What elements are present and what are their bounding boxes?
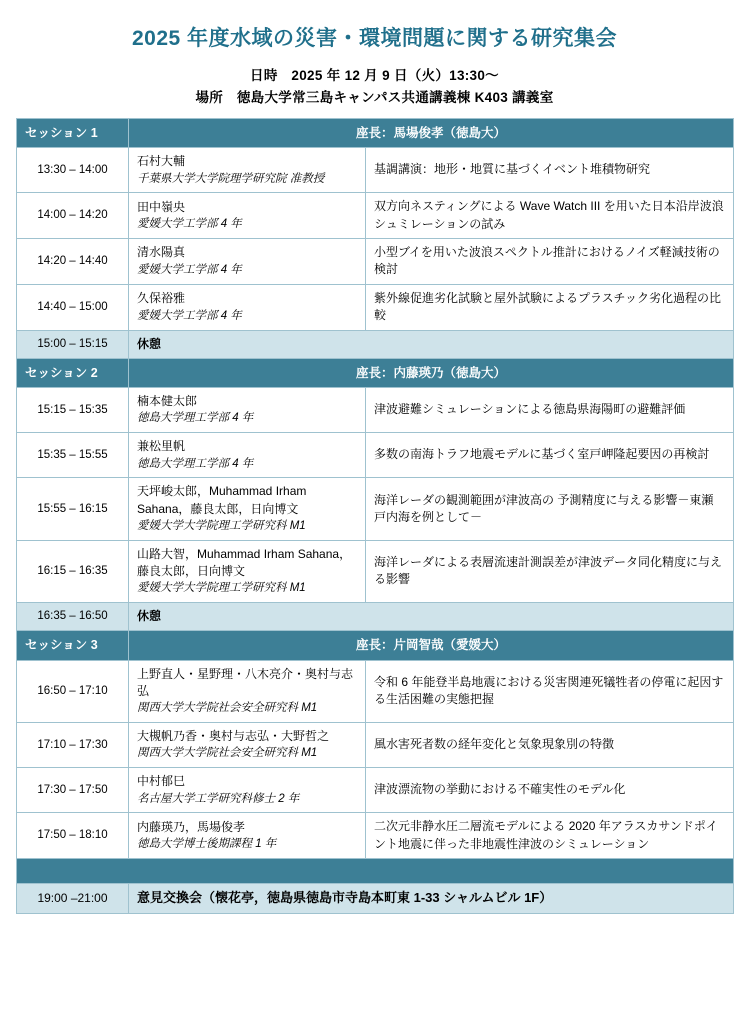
- session-label: セッション 3: [17, 631, 129, 660]
- talk-presenter: [129, 723, 366, 768]
- presenter-name: 兼松里帆: [137, 439, 186, 454]
- presenter-affiliation: 徳島大学博士後期課程 1 年: [137, 837, 277, 850]
- talk-presenter: [129, 193, 366, 239]
- talk-title: 津波避難シミュレーションによる徳島県海陽町の避難評価: [366, 388, 734, 433]
- presenter-name: 内藤瑛乃，馬場俊孝: [137, 819, 246, 834]
- talk-presenter: [129, 238, 366, 284]
- talk-row: [17, 768, 734, 813]
- talk-time: 17:30 – 17:50: [17, 768, 129, 813]
- talk-title: 基調講演：地形・地質に基づくイベント堆積物研究: [366, 148, 734, 193]
- talk-presenter: [129, 660, 366, 722]
- session-chair: 座長：片岡智哉（愛媛大）: [129, 631, 734, 660]
- talk-presenter: [129, 768, 366, 813]
- talk-time: 15:35 – 15:55: [17, 433, 129, 478]
- talk-presenter: [129, 388, 366, 433]
- presenter-name: 田中嶺央: [137, 199, 186, 214]
- talk-title: 海洋レーダの観測範囲が津波高の 予測精度に与える影響－東瀬戸内海を例として－: [366, 478, 734, 540]
- talk-row: [17, 540, 734, 602]
- presenter-affiliation: 愛媛大学工学部 4 年: [137, 309, 242, 322]
- talk-time: 13:30 – 14:00: [17, 148, 129, 193]
- talk-row: [17, 193, 734, 239]
- presenter-name: 中村郁巳: [137, 774, 186, 789]
- session-header-row: [17, 631, 734, 660]
- talk-presenter: [129, 540, 366, 602]
- talk-row: [17, 813, 734, 859]
- presenter-affiliation: 愛媛大学大学院理工学研究科 M1: [137, 519, 306, 532]
- break-label: 休憩: [129, 330, 734, 358]
- talk-row: [17, 433, 734, 478]
- session-header-row: [17, 358, 734, 387]
- talk-presenter: [129, 284, 366, 330]
- session-label: セッション 2: [17, 358, 129, 387]
- session-label: セッション 1: [17, 119, 129, 148]
- talk-presenter: [129, 478, 366, 540]
- presenter-affiliation: 徳島大学理工学部 4 年: [137, 412, 254, 425]
- event-venue: 場所 徳島大学常三島キャンパス共通講義棟 K403 講義室: [195, 90, 554, 105]
- presenter-affiliation: 千葉県大学大学院理学研究院 准教授: [137, 172, 325, 185]
- talk-row: [17, 284, 734, 330]
- talk-presenter: [129, 433, 366, 478]
- presenter-name: 天坪峻太郎，Muhammad Irham Sahana，藤良太郎，日向博文: [137, 484, 307, 516]
- talk-title: 紫外線促進劣化試験と屋外試験によるプラスチック劣化過程の比較: [366, 284, 734, 330]
- talk-title: 令和 6 年能登半島地震における災害関連死犠牲者の停電に起因する生活困難の実態把握: [366, 660, 734, 722]
- talk-time: 15:55 – 16:15: [17, 478, 129, 540]
- session-header-row: [17, 119, 734, 148]
- presenter-affiliation: 愛媛大学工学部 4 年: [137, 217, 242, 230]
- talk-title: 多数の南海トラフ地震モデルに基づく室戸岬隆起要因の再検討: [366, 433, 734, 478]
- talk-time: 17:10 – 17:30: [17, 723, 129, 768]
- break-row: [17, 603, 734, 631]
- spacer-row: [17, 858, 734, 883]
- talk-presenter: [129, 813, 366, 859]
- social-event-time: 19:00 –21:00: [17, 883, 129, 913]
- social-event-row: [17, 883, 734, 913]
- event-datetime: 日時 2025 年 12 月 9 日（火）13:30〜: [250, 68, 499, 83]
- talk-row: [17, 238, 734, 284]
- presenter-name: 久保裕雅: [137, 291, 186, 306]
- presenter-name: 石村大輔: [137, 154, 186, 169]
- presenter-name: 上野直人・星野理・八木亮介・奥村与志弘: [137, 666, 354, 698]
- break-label: 休憩: [129, 603, 734, 631]
- talk-time: 14:00 – 14:20: [17, 193, 129, 239]
- talk-row: [17, 723, 734, 768]
- talk-row: [17, 388, 734, 433]
- presenter-affiliation: 徳島大学理工学部 4 年: [137, 457, 254, 470]
- presenter-affiliation: 愛媛大学大学院理工学研究科 M1: [137, 582, 306, 595]
- talk-title: 双方向ネスティングによる Wave Watch III を用いた日本沿岸波浪シュミレーションの試み: [366, 193, 734, 239]
- break-row: [17, 330, 734, 358]
- program-table: [16, 118, 734, 914]
- presenter-affiliation: 関西大学大学院社会安全研究科 M1: [137, 702, 318, 715]
- talk-time: 17:50 – 18:10: [17, 813, 129, 859]
- talk-title: 海洋レーダによる表層流速計測誤差が津波データ同化精度に与える影響: [366, 540, 734, 602]
- presenter-name: 楠本健太郎: [137, 394, 198, 409]
- talk-time: 16:15 – 16:35: [17, 540, 129, 602]
- presenter-name: 大槻帆乃香・奥村与志弘・大野哲之: [137, 729, 330, 744]
- talk-title: 二次元非静水圧二層流モデルによる 2020 年アラスカサンドポイント地震に伴った非地震性津波のシミュレーション: [366, 813, 734, 859]
- talk-title: 小型ブイを用いた波浪スペクトル推計におけるノイズ軽減技術の検討: [366, 238, 734, 284]
- talk-row: [17, 660, 734, 722]
- break-time: 16:35 – 16:50: [17, 603, 129, 631]
- presenter-name: 清水陽真: [137, 245, 186, 260]
- spacer-cell: [17, 858, 734, 883]
- break-time: 15:00 – 15:15: [17, 330, 129, 358]
- talk-title: 風水害死者数の経年変化と気象現象別の特徴: [366, 723, 734, 768]
- talk-row: [17, 148, 734, 193]
- talk-time: 14:40 – 15:00: [17, 284, 129, 330]
- presenter-affiliation: 名古屋大学工学研究科修士 2 年: [137, 792, 300, 805]
- session-chair: 座長：内藤瑛乃（徳島大）: [129, 358, 734, 387]
- presenter-affiliation: 愛媛大学工学部 4 年: [137, 263, 242, 276]
- session-chair: 座長：馬場俊孝（徳島大）: [129, 119, 734, 148]
- talk-time: 14:20 – 14:40: [17, 238, 129, 284]
- presenter-name: 山路大智，Muhammad Irham Sahana，藤良太郎，日向博文: [137, 546, 352, 579]
- talk-title: 津波漂流物の挙動における不確実性のモデル化: [366, 768, 734, 813]
- talk-row: [17, 478, 734, 540]
- page-title: 2025 年度水域の災害・環境問題に関する研究集会: [131, 27, 618, 50]
- presenter-affiliation: 関西大学大学院社会安全研究科 M1: [137, 747, 318, 760]
- social-event-label: 意見交換会（懐花亭，徳島県徳島市寺島本町東 1-33 シャルムビル 1F）: [129, 883, 734, 913]
- talk-time: 16:50 – 17:10: [17, 660, 129, 722]
- talk-presenter: [129, 148, 366, 193]
- talk-time: 15:15 – 15:35: [17, 388, 129, 433]
